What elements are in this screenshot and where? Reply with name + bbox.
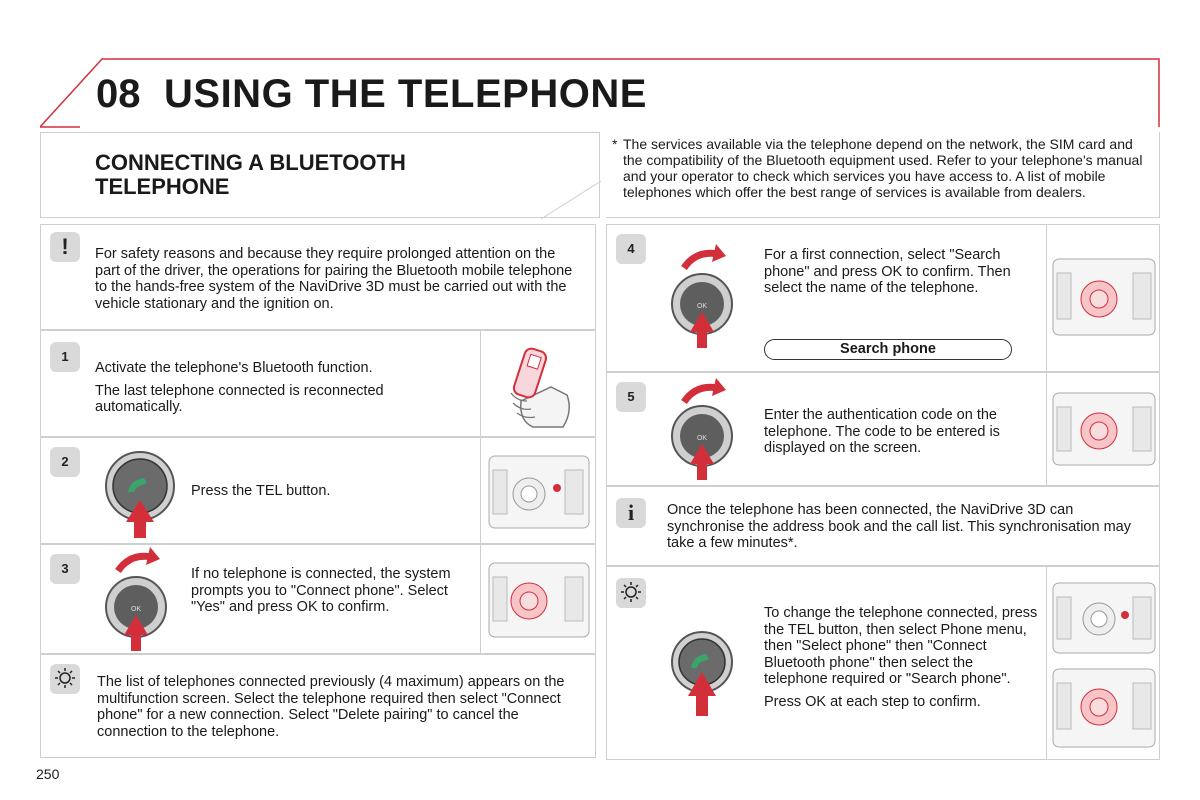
step-4-text: For a first connection, select "Search phone" and press OK to confirm. Then select the name of the telephone. (764, 247, 1011, 296)
step-1-badge: 1 (50, 342, 80, 372)
lightbulb-glyph-right (616, 578, 646, 608)
footnote (612, 136, 1152, 200)
radio-panel-illustration-5 (1046, 373, 1159, 485)
page-number: 250 (36, 766, 60, 782)
tel-button-icon (100, 450, 180, 538)
warning-icon: ! (50, 232, 80, 262)
search-phone-button[interactable]: Search phone (764, 339, 1012, 360)
section-title: CONNECTING A BLUETOOTH TELEPHONE (95, 150, 406, 199)
step-1-text (95, 360, 455, 416)
info-icon: i (616, 498, 646, 528)
step-5-text: Enter the authentication code on the telephone. The code to be entered is displayed on the screen. (764, 407, 1000, 456)
ok-knob-illustration-5 (666, 374, 746, 484)
tel-button-illustration-right (666, 626, 746, 720)
chapter-title: USING THE TELEPHONE (164, 72, 647, 116)
radio-panel-illustration-4 (1046, 225, 1159, 371)
ok-knob-illustration-3 (100, 545, 180, 653)
radio-panel-illustration-3 (480, 545, 595, 653)
step-2-text: Press the TEL button. (191, 483, 331, 499)
tip-right-line-1: To change the telephone connected, press the TEL button, then select Phone menu, then "Select phone" then "Connect Bluetooth phone" then select the telephone required or "Search phone". (764, 605, 1038, 687)
footnote-marker: * (612, 136, 618, 152)
step-2-badge: 2 (50, 447, 80, 477)
radio-panel-icon-right (1047, 567, 1160, 759)
tip-right-line-2: Press OK at each step to confirm. (764, 693, 981, 710)
tel-button-icon-right (666, 626, 746, 720)
footnote-text: The services available via the telephone depend on the network, the SIM card and the compatibility of the Bluetooth equipment used. Refer to your telephone's manual and your operator to check which services you have access to. A list of mobile telephones which offer the best range of services is available from dealers. (623, 136, 1143, 200)
phone-hand-icon (481, 331, 596, 436)
tip-left-text: The list of telephones connected previously (4 maximum) appears on the multifunction screen. Select the telephone required then select "Connect phone" for a new connection. Select "Delete pairing" to cancel the connection to the telephone. (97, 674, 565, 740)
ok-knob-icon-4 (666, 240, 746, 350)
safety-note-text: For safety reasons and because they require prolonged attention on the part of the driver, the operations for pairing the Bluetooth mobile telephone to the hands-free system of the NaviDrive 3D must be carried out with the vehicle stationary and the ignition on. (95, 246, 573, 312)
step-5-badge: 5 (616, 382, 646, 412)
lightbulb-icon (616, 578, 646, 608)
tel-button-illustration (100, 450, 180, 538)
radio-panel-ok-icon-4 (1047, 225, 1160, 371)
svg-text:OK: OK (696, 303, 708, 310)
ok-knob-illustration-4 (666, 240, 746, 350)
ok-knob-icon (100, 545, 180, 653)
phone-in-hand-illustration (480, 331, 595, 436)
ok-knob-icon-5 (666, 374, 746, 484)
step-3-text: If no telephone is connected, the system prompts you to "Connect phone". Select "Yes" and press OK to confirm. (191, 566, 451, 615)
step-1-line-2: The last telephone connected is reconnected automatically. (95, 382, 384, 415)
info-note-text: Once the telephone has been connected, the NaviDrive 3D can synchronise the address book and the call list. This synchronisation may take a few minutes*. (667, 502, 1131, 551)
step-3-badge: 3 (50, 554, 80, 584)
lightbulb-icon (50, 664, 80, 694)
tip-right-text (764, 605, 1040, 710)
lightbulb-glyph (50, 664, 80, 694)
radio-panel-icon (481, 438, 596, 543)
svg-text:OK: OK (696, 435, 708, 442)
svg-text:OK: OK (130, 606, 142, 613)
radio-panel-illustration-right (1046, 567, 1159, 759)
radio-panel-illustration-2 (480, 438, 595, 543)
chapter-number: 08 (96, 72, 141, 116)
radio-panel-ok-icon (481, 545, 596, 653)
radio-panel-ok-icon-5 (1047, 373, 1160, 485)
step-4-badge: 4 (616, 234, 646, 264)
step-1-line-1: Activate the telephone's Bluetooth function. (95, 360, 373, 376)
